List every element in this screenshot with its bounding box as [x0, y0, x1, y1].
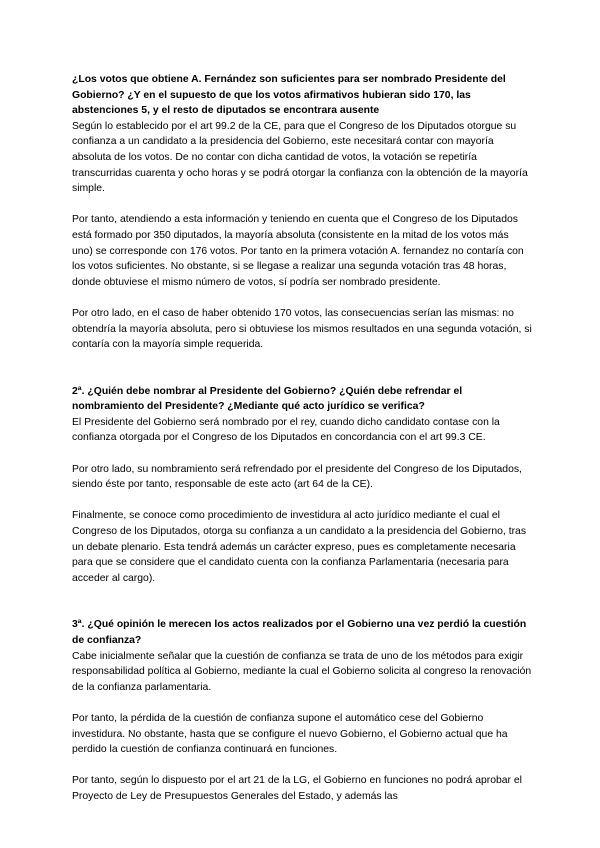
question-2-heading: 2ª. ¿Quién debe nombrar al Presidente del Gobierno? ¿Quién debe refrendar el nombramiento del Presidente? ¿Mediante qué acto jurídico se verifica? — [72, 385, 463, 413]
question-1-section — [72, 72, 532, 353]
question-2-section — [72, 384, 532, 587]
question-3-heading: 3ª. ¿Qué opinión le merecen los actos realizados por el Gobierno una vez perdió la cuestión de confianza? — [72, 619, 527, 646]
question-2-paragraph-1: El Presidente del Gobierno será nombrado por el rey, cuando dicho candidato contase con la confianza otorgada por el Congreso de los Diputados en concordancia con el art 99.3 CE. — [72, 416, 500, 444]
question-1-heading: ¿Los votos que obtiene A. Fernández son suficientes para ser nombrado Presidente del Gobierno? ¿Y en el supuesto de que los votos afirmativos hubieran sido 170, las abstenciones 5, y el resto de diputados se encontrara ausente — [72, 74, 506, 117]
question-3-paragraph-1: Cabe inicialmente señalar que la cuestión de confianza se trata de uno de los métodos para exigir responsabilidad política al Gobierno, mediante la cual el Gobierno solicita al congreso la renovación de la confianza parlamentaria. — [72, 650, 532, 693]
question-1-paragraph-3: Por otro lado, en el caso de haber obtenido 170 votos, las consecuencias serían las mismas: no obtendría la mayoría absoluta, pero si obtuviese los mismos resultados en una segunda votación, si contaría con la mayoría simple requerida. — [72, 307, 532, 351]
document-page — [72, 72, 532, 805]
question-2-paragraph-3: Finalmente, se conoce como procedimiento de investidura al acto jurídico mediante el cual el Congreso de los Diputados, otorga su confianza a un candidato a la presidencia del Gobierno, tras un debate plenario. Esta tendrá además un carácter expreso, pues es completamente necesaria para que se considere que el candidato cuenta con la confianza Parlamentaria (necesaria para acceder al cargo). — [72, 510, 527, 584]
question-3-paragraph-2: Por tanto, la pérdida de la cuestión de confianza supone el automático cese del Gobierno investidura. No obstante, hasta que se configure el nuevo Gobierno, el Gobierno actual que ha perdido la cuestión de confianza continuará en funciones. — [72, 712, 508, 756]
question-3-paragraph-3: Por tanto, según lo dispuesto por el art 21 de la LG, el Gobierno en funciones no podrá aprobar el Proyecto de Ley de Presupuestos Generales del Estado, y además las — [72, 775, 522, 802]
question-1-paragraph-2: Por tanto, atendiendo a esta información y teniendo en cuenta que el Congreso de los Diputados está formado por 350 diputados, la mayoría absoluta (consistente en la mitad de los votos más uno) se corresponde con 176 votos. Por tanto en la primera votación A. fernandez no contaría con los votos suficientes. No obstante, si se llegase a realizar una segunda votación tras 48 horas, donde obtuviese el mismo número de votos, sí podría ser nombrado presidente. — [72, 214, 524, 288]
question-1-paragraph-1: Según lo establecido por el art 99.2 de la CE, para que el Congreso de los Diputados otorgue su confianza a un candidato a la presidencia del Gobierno, este necesitará contar con mayoría absoluta de los votos. De no contar con dicha cantidad de votos, la votación se repetiría transcurridas cuarenta y ocho horas y se podrá otorgar la confianza con la obtención de la mayoría simple. — [72, 120, 528, 195]
question-3-section — [72, 617, 532, 804]
question-2-paragraph-2: Por otro lado, su nombramiento será refrendado por el presidente del Congreso de los Diputados, siendo éste por tanto, responsable de este acto (art 64 de la CE). — [72, 463, 522, 491]
